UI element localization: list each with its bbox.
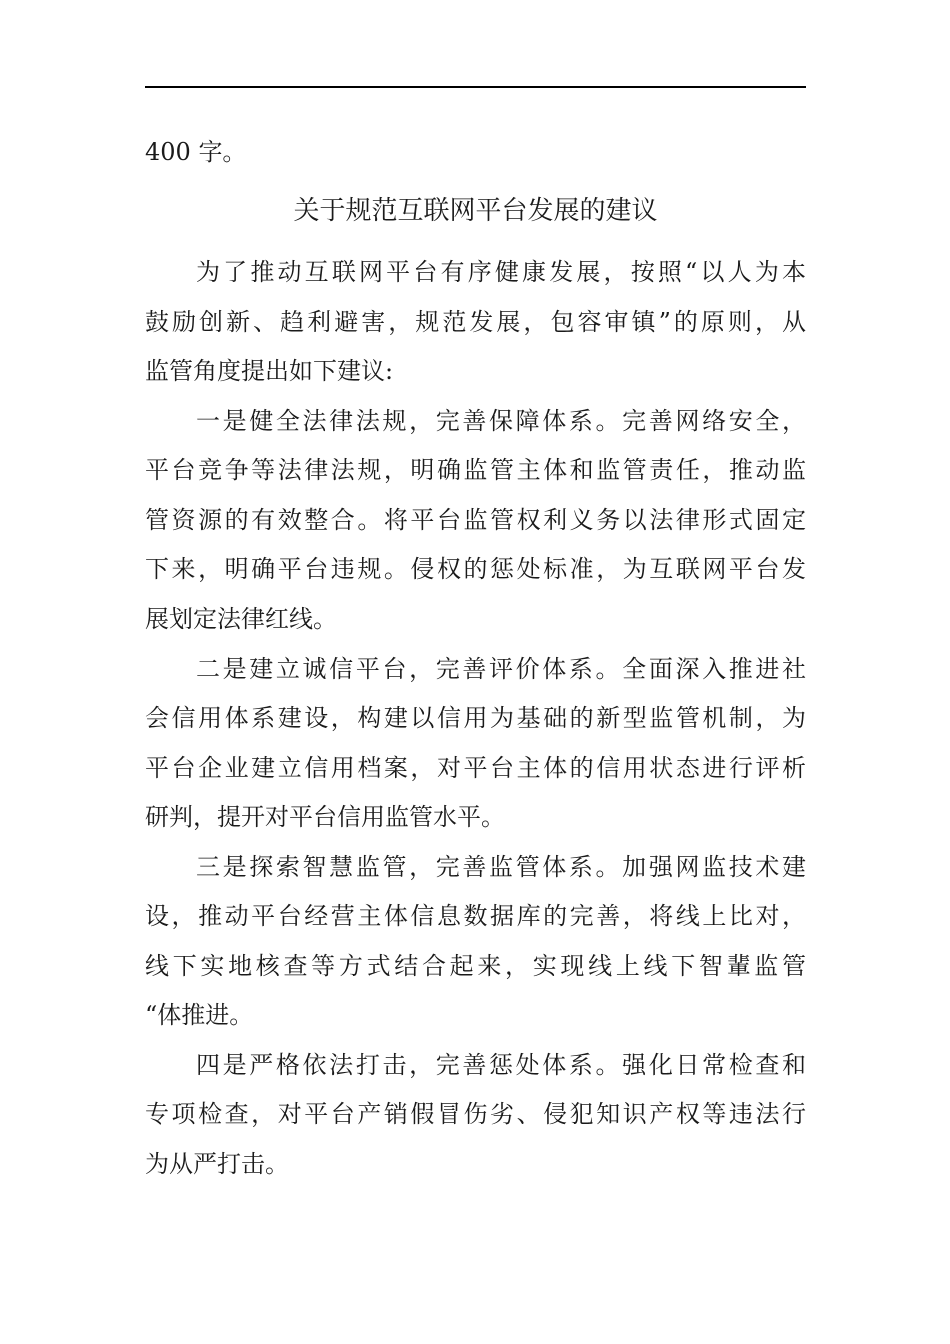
text-line: 四是严格依法打击，完善惩处体系。强化日常检查和 xyxy=(196,1051,806,1079)
text-line: 设，推动平台经营主体信息数据库的完善，将线上比对， xyxy=(145,902,806,930)
text-line: 平台企业建立信用档案，对平台主体的信用状态进行评析 xyxy=(145,754,806,782)
text-line: 为了推动互联网平台有序健康发展，按照“以人为本 xyxy=(196,258,806,286)
document-title: 关于规范互联网平台发展的建议 xyxy=(293,196,658,226)
text-line: 会信用体系建设，构建以信用为基础的新型监管机制，为 xyxy=(145,704,806,732)
text-line: 展划定法律红线。 xyxy=(145,605,337,633)
text-line: 一是健全法律法规，完善保障体系。完善网络安全， xyxy=(196,407,806,435)
text-line: 管资源的有效整合。将平台监管权利义务以法律形式固定 xyxy=(145,506,806,534)
text-line: 线下实地核查等方式结合起来，实现线上线下智輩监管 xyxy=(145,952,806,980)
text-line: “体推进。 xyxy=(145,1001,254,1029)
text-line: 二是建立诚信平台，完善评价体系。全面深入推进社 xyxy=(196,655,806,683)
lead-text: 400 字。 xyxy=(145,138,247,166)
text-line: 研判，提开对平台信用监管水平。 xyxy=(145,803,505,831)
text-line: 专项检查，对平台产销假冒伤劣、侵犯知识产权等违法行 xyxy=(145,1100,806,1128)
top-rule xyxy=(145,86,806,88)
text-line: 为从严打击。 xyxy=(145,1150,289,1178)
text-line: 鼓励创新、趋利避害，规范发展，包容审镇”的原则，从 xyxy=(145,308,806,336)
text-line: 监管角度提出如下建议: xyxy=(145,357,394,385)
text-line: 下来，明确平台违规。侵权的惩处标准，为互联网平台发 xyxy=(145,555,806,583)
text-line: 三是探索智慧监管，完善监管体系。加强网监技术建 xyxy=(196,853,806,881)
text-line: 平台竞争等法律法规，明确监管主体和监管责任，推动监 xyxy=(145,456,806,484)
